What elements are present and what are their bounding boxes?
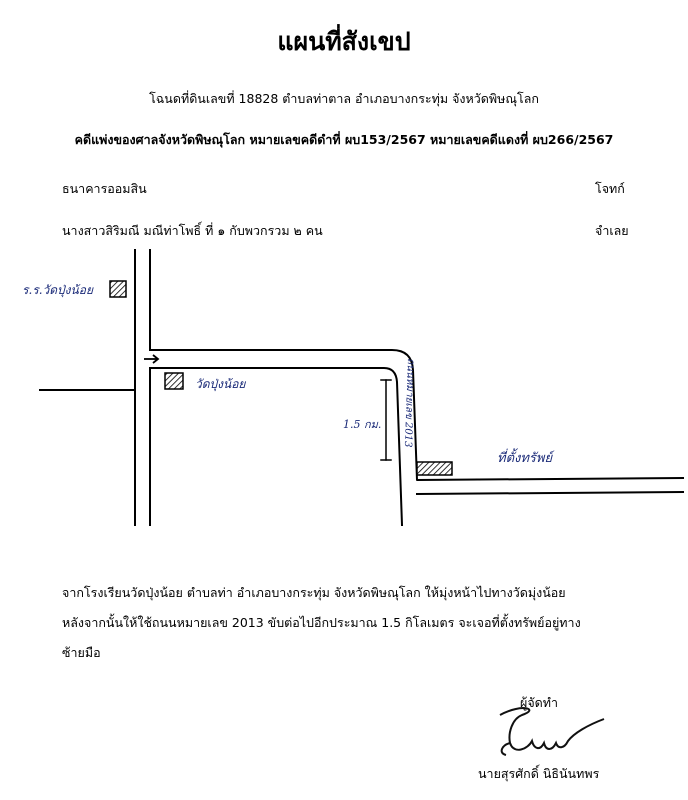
location-sketch-map xyxy=(0,240,688,540)
school-label: ร.ร.วัดปุ่งน้อย xyxy=(22,283,93,297)
direction-line-2: หลังจากนั้นให้ใช้ถนนหมายเลข 2013 ขับต่อไปอีกประมาณ 1.5 กิโลเมตร จะเจอที่ตั้งทรัพย์อยู่ทาง xyxy=(62,615,581,630)
plaintiff-role: โจทก์ xyxy=(595,181,625,196)
maker-label: ผู้จัดทำ xyxy=(520,695,559,710)
handwritten-signature xyxy=(492,705,612,765)
defendant-name: นางสาวสิริมณี มณีท่าโพธิ์ ที่ ๑ กับพวกรวม ๒ คน xyxy=(62,223,323,238)
temple-label: วัดปุ่งน้อย xyxy=(195,377,246,391)
defendant-role: จำเลย xyxy=(595,223,629,238)
signer-name: นายสุรศักดิ์ นิธินันทพร xyxy=(478,766,600,781)
property-label: ที่ตั้งทรัพย์ xyxy=(497,451,553,466)
school-marker xyxy=(110,281,126,297)
distance-label: 1.5 กม. xyxy=(343,418,382,431)
road-label: ถนนหมายเลข 2013 xyxy=(401,357,416,448)
direction-line-1: จากโรงเรียนวัดปุ่งน้อย ตำบลท่า อำเภอบางกระทุ่ม จังหวัดพิษณุโลก ให้มุ่งหน้าไปทางวัดมุ่งน้อย xyxy=(62,585,566,600)
deed-line: โฉนดที่ดินเลขที่ 18828 ตำบลท่าตาล อำเภอบางกระทุ่ม จังหวัดพิษณุโลก xyxy=(149,91,539,106)
temple-marker xyxy=(165,373,183,389)
road-2013-lower-edge xyxy=(150,368,402,525)
map-title: แผนที่สังเขป xyxy=(277,27,411,56)
plaintiff-name: ธนาคารออมสิน xyxy=(62,181,147,196)
direction-arrow-icon xyxy=(144,355,158,363)
direction-line-3: ซ้ายมือ xyxy=(62,645,101,660)
property-marker xyxy=(417,462,452,475)
case-line: คดีแพ่งของศาลจังหวัดพิษณุโลก หมายเลขคดีดำที่ ผบ153/2567 หมายเลขคดีแดงที่ ผบ266/2567 xyxy=(74,132,614,147)
direction-text xyxy=(62,578,662,668)
road-2013-right-lower xyxy=(417,492,683,494)
